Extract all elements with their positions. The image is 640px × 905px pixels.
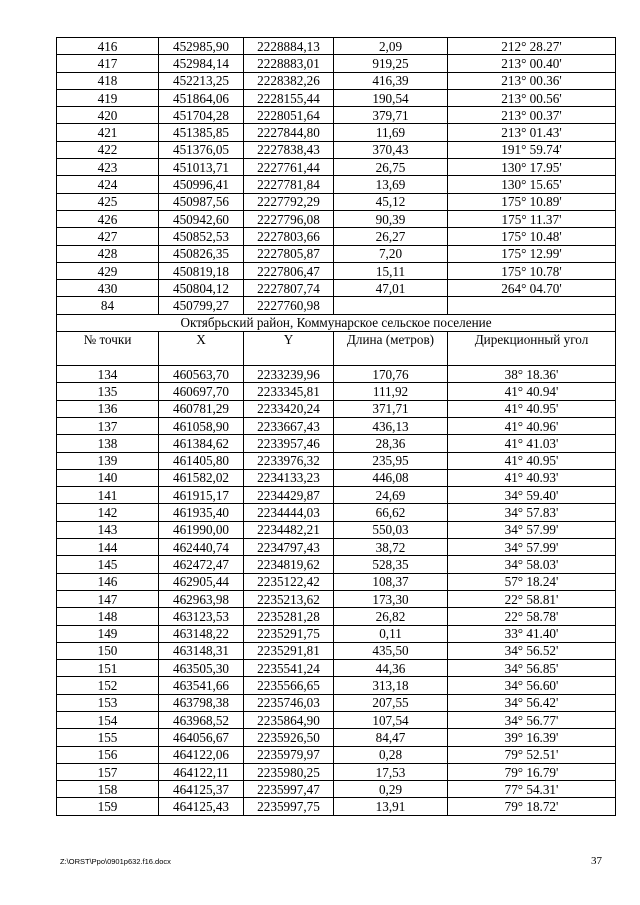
cell-x-coordinate: 460563,70 (159, 366, 244, 383)
cell-point-number: 157 (57, 763, 159, 780)
cell-x-coordinate: 462440,74 (159, 539, 244, 556)
cell-length: 550,03 (334, 521, 448, 538)
table-row (57, 262, 616, 279)
cell-y-coordinate: 2234429,87 (244, 487, 334, 504)
cell-length: 190,54 (334, 89, 448, 106)
cell-x-coordinate: 462963,98 (159, 590, 244, 607)
cell-bearing-angle: 22° 58.81' (448, 590, 616, 607)
cell-point-number: 424 (57, 176, 159, 193)
cell-length: 107,54 (334, 711, 448, 728)
cell-y-coordinate: 2233345,81 (244, 383, 334, 400)
cell-y-coordinate: 2227803,66 (244, 228, 334, 245)
cell-point-number: 427 (57, 228, 159, 245)
cell-point-number: 430 (57, 280, 159, 297)
cell-y-coordinate: 2233667,43 (244, 417, 334, 434)
cell-length: 24,69 (334, 487, 448, 504)
cell-x-coordinate: 450799,27 (159, 297, 244, 314)
section-title: Октябрьский район, Коммунарское сельское поселение (57, 314, 616, 331)
table-row (57, 417, 616, 434)
cell-point-number: 141 (57, 487, 159, 504)
cell-x-coordinate: 461384,62 (159, 435, 244, 452)
cell-y-coordinate: 2234444,03 (244, 504, 334, 521)
table-row (57, 210, 616, 227)
table-row (57, 694, 616, 711)
cell-x-coordinate: 451704,28 (159, 107, 244, 124)
cell-length: 170,76 (334, 366, 448, 383)
cell-bearing-angle: 213° 00.37' (448, 107, 616, 124)
cell-point-number: 136 (57, 400, 159, 417)
cell-y-coordinate: 2235979,97 (244, 746, 334, 763)
cell-length: 435,50 (334, 642, 448, 659)
cell-y-coordinate: 2233239,96 (244, 366, 334, 383)
cell-x-coordinate: 461935,40 (159, 504, 244, 521)
table-row (57, 400, 616, 417)
table-row (57, 469, 616, 486)
table-row (57, 556, 616, 573)
cell-bearing-angle: 34° 56.60' (448, 677, 616, 694)
cell-y-coordinate: 2227807,74 (244, 280, 334, 297)
cell-length: 371,71 (334, 400, 448, 417)
cell-y-coordinate: 2233420,24 (244, 400, 334, 417)
cell-bearing-angle: 77° 54.31' (448, 781, 616, 798)
cell-x-coordinate: 452985,90 (159, 38, 244, 55)
cell-length: 15,11 (334, 262, 448, 279)
cell-bearing-angle: 41° 40.95' (448, 452, 616, 469)
cell-bearing-angle: 34° 57.83' (448, 504, 616, 521)
table-row (57, 642, 616, 659)
cell-length: 26,75 (334, 159, 448, 176)
table-row (57, 573, 616, 590)
cell-length: 436,13 (334, 417, 448, 434)
cell-length: 0,11 (334, 625, 448, 642)
cell-y-coordinate: 2228883,01 (244, 55, 334, 72)
section-title-row (57, 314, 616, 331)
cell-x-coordinate: 450826,35 (159, 245, 244, 262)
cell-y-coordinate: 2235746,03 (244, 694, 334, 711)
cell-bearing-angle: 34° 56.42' (448, 694, 616, 711)
table-row (57, 159, 616, 176)
cell-point-number: 144 (57, 539, 159, 556)
cell-bearing-angle: 212° 28.27' (448, 38, 616, 55)
cell-length: 13,91 (334, 798, 448, 815)
cell-y-coordinate: 2227805,87 (244, 245, 334, 262)
cell-bearing-angle: 79° 18.72' (448, 798, 616, 815)
cell-point-number: 416 (57, 38, 159, 55)
table-row (57, 608, 616, 625)
cell-y-coordinate: 2235864,90 (244, 711, 334, 728)
cell-y-coordinate: 2227781,84 (244, 176, 334, 193)
cell-bearing-angle: 34° 56.52' (448, 642, 616, 659)
header-point: № точки (57, 332, 159, 366)
cell-bearing-angle: 79° 52.51' (448, 746, 616, 763)
header-angle: Дирекционный угол (448, 332, 616, 366)
cell-point-number: 159 (57, 798, 159, 815)
cell-length: 0,28 (334, 746, 448, 763)
cell-point-number: 418 (57, 72, 159, 89)
cell-bearing-angle: 130° 17.95' (448, 159, 616, 176)
cell-point-number: 423 (57, 159, 159, 176)
table-row (57, 625, 616, 642)
cell-point-number: 429 (57, 262, 159, 279)
cell-x-coordinate: 450987,56 (159, 193, 244, 210)
cell-bearing-angle: 39° 16.39' (448, 729, 616, 746)
cell-bearing-angle: 38° 18.36' (448, 366, 616, 383)
cell-x-coordinate: 451013,71 (159, 159, 244, 176)
cell-x-coordinate: 450996,41 (159, 176, 244, 193)
cell-y-coordinate: 2227838,43 (244, 141, 334, 158)
cell-point-number: 137 (57, 417, 159, 434)
cell-x-coordinate: 450819,18 (159, 262, 244, 279)
cell-length: 2,09 (334, 38, 448, 55)
cell-bearing-angle (448, 297, 616, 314)
cell-y-coordinate: 2235997,75 (244, 798, 334, 815)
table-row (57, 38, 616, 55)
cell-point-number: 146 (57, 573, 159, 590)
table-row (57, 228, 616, 245)
cell-y-coordinate: 2235541,24 (244, 660, 334, 677)
cell-length: 66,62 (334, 504, 448, 521)
cell-point-number: 140 (57, 469, 159, 486)
cell-y-coordinate: 2234133,23 (244, 469, 334, 486)
cell-length: 47,01 (334, 280, 448, 297)
table-row (57, 729, 616, 746)
cell-point-number: 150 (57, 642, 159, 659)
cell-length: 313,18 (334, 677, 448, 694)
cell-bearing-angle: 175° 12.99' (448, 245, 616, 262)
cell-y-coordinate: 2235291,75 (244, 625, 334, 642)
cell-y-coordinate: 2227760,98 (244, 297, 334, 314)
cell-bearing-angle: 264° 04.70' (448, 280, 616, 297)
cell-length: 28,36 (334, 435, 448, 452)
cell-length: 207,55 (334, 694, 448, 711)
cell-point-number: 84 (57, 297, 159, 314)
cell-x-coordinate: 464122,11 (159, 763, 244, 780)
table-row (57, 435, 616, 452)
cell-point-number: 417 (57, 55, 159, 72)
cell-bearing-angle: 213° 00.36' (448, 72, 616, 89)
cell-bearing-angle: 22° 58.78' (448, 608, 616, 625)
cell-bearing-angle: 34° 56.85' (448, 660, 616, 677)
cell-y-coordinate: 2234797,43 (244, 539, 334, 556)
cell-length: 235,95 (334, 452, 448, 469)
cell-x-coordinate: 451376,05 (159, 141, 244, 158)
table-row (57, 297, 616, 314)
cell-x-coordinate: 450942,60 (159, 210, 244, 227)
cell-y-coordinate: 2228382,26 (244, 72, 334, 89)
cell-length: 38,72 (334, 539, 448, 556)
cell-x-coordinate: 460697,70 (159, 383, 244, 400)
table-row (57, 245, 616, 262)
cell-bearing-angle: 213° 01.43' (448, 124, 616, 141)
cell-point-number: 152 (57, 677, 159, 694)
cell-length: 26,27 (334, 228, 448, 245)
table-row (57, 590, 616, 607)
cell-bearing-angle: 41° 40.96' (448, 417, 616, 434)
table-row (57, 521, 616, 538)
cell-bearing-angle: 34° 57.99' (448, 539, 616, 556)
cell-point-number: 143 (57, 521, 159, 538)
cell-bearing-angle: 34° 59.40' (448, 487, 616, 504)
cell-x-coordinate: 451385,85 (159, 124, 244, 141)
cell-point-number: 156 (57, 746, 159, 763)
table-row (57, 746, 616, 763)
table-body-previous-section (57, 38, 616, 315)
header-y: Y (244, 332, 334, 366)
cell-x-coordinate: 463968,52 (159, 711, 244, 728)
cell-length: 84,47 (334, 729, 448, 746)
cell-x-coordinate: 464056,67 (159, 729, 244, 746)
cell-point-number: 149 (57, 625, 159, 642)
cell-bearing-angle: 79° 16.79' (448, 763, 616, 780)
coordinates-table (56, 37, 616, 816)
cell-x-coordinate: 461405,80 (159, 452, 244, 469)
cell-x-coordinate: 450852,53 (159, 228, 244, 245)
table-row (57, 539, 616, 556)
table-row (57, 107, 616, 124)
cell-length: 7,20 (334, 245, 448, 262)
cell-point-number: 153 (57, 694, 159, 711)
cell-point-number: 148 (57, 608, 159, 625)
cell-y-coordinate: 2233976,32 (244, 452, 334, 469)
cell-bearing-angle: 34° 57.99' (448, 521, 616, 538)
cell-bearing-angle: 191° 59.74' (448, 141, 616, 158)
cell-x-coordinate: 464125,37 (159, 781, 244, 798)
table-row (57, 711, 616, 728)
cell-length: 11,69 (334, 124, 448, 141)
table-row (57, 55, 616, 72)
cell-bearing-angle: 175° 10.78' (448, 262, 616, 279)
cell-length: 528,35 (334, 556, 448, 573)
cell-point-number: 154 (57, 711, 159, 728)
cell-bearing-angle: 33° 41.40' (448, 625, 616, 642)
cell-y-coordinate: 2234819,62 (244, 556, 334, 573)
cell-y-coordinate: 2227761,44 (244, 159, 334, 176)
cell-bearing-angle: 41° 40.93' (448, 469, 616, 486)
cell-x-coordinate: 462472,47 (159, 556, 244, 573)
cell-y-coordinate: 2227806,47 (244, 262, 334, 279)
table-row (57, 504, 616, 521)
table-row (57, 763, 616, 780)
cell-point-number: 428 (57, 245, 159, 262)
cell-y-coordinate: 2227792,29 (244, 193, 334, 210)
cell-point-number: 145 (57, 556, 159, 573)
cell-point-number: 422 (57, 141, 159, 158)
table-row (57, 89, 616, 106)
cell-length: 26,82 (334, 608, 448, 625)
cell-bearing-angle: 213° 00.40' (448, 55, 616, 72)
cell-length: 45,12 (334, 193, 448, 210)
table-row (57, 452, 616, 469)
table-body-section (57, 366, 616, 816)
cell-x-coordinate: 463541,66 (159, 677, 244, 694)
cell-y-coordinate: 2228155,44 (244, 89, 334, 106)
table-row (57, 124, 616, 141)
cell-x-coordinate: 462905,44 (159, 573, 244, 590)
table-row (57, 280, 616, 297)
cell-bearing-angle: 34° 56.77' (448, 711, 616, 728)
cell-y-coordinate: 2235926,50 (244, 729, 334, 746)
cell-point-number: 158 (57, 781, 159, 798)
section-header (57, 314, 616, 365)
cell-length: 44,36 (334, 660, 448, 677)
cell-bearing-angle: 41° 41.03' (448, 435, 616, 452)
cell-length: 108,37 (334, 573, 448, 590)
table-row (57, 193, 616, 210)
cell-y-coordinate: 2235291,81 (244, 642, 334, 659)
cell-y-coordinate: 2235122,42 (244, 573, 334, 590)
cell-bearing-angle: 34° 58.03' (448, 556, 616, 573)
cell-point-number: 421 (57, 124, 159, 141)
footer-file-path: Z:\ORST\Ppo\0901p632.f16.docx (60, 857, 171, 866)
cell-point-number: 151 (57, 660, 159, 677)
table-row (57, 487, 616, 504)
cell-length: 13,69 (334, 176, 448, 193)
cell-x-coordinate: 464122,06 (159, 746, 244, 763)
cell-bearing-angle: 175° 10.48' (448, 228, 616, 245)
cell-x-coordinate: 463798,38 (159, 694, 244, 711)
cell-y-coordinate: 2234482,21 (244, 521, 334, 538)
cell-point-number: 134 (57, 366, 159, 383)
table-row (57, 798, 616, 815)
cell-x-coordinate: 461990,00 (159, 521, 244, 538)
cell-x-coordinate: 452984,14 (159, 55, 244, 72)
cell-length: 0,29 (334, 781, 448, 798)
table-row (57, 141, 616, 158)
cell-bearing-angle: 41° 40.94' (448, 383, 616, 400)
page-number: 37 (591, 855, 602, 867)
table-row (57, 72, 616, 89)
cell-length: 919,25 (334, 55, 448, 72)
cell-y-coordinate: 2235566,65 (244, 677, 334, 694)
column-header-row (57, 332, 616, 366)
cell-point-number: 425 (57, 193, 159, 210)
cell-bearing-angle: 213° 00.56' (448, 89, 616, 106)
cell-y-coordinate: 2235281,28 (244, 608, 334, 625)
cell-point-number: 138 (57, 435, 159, 452)
header-x: X (159, 332, 244, 366)
cell-x-coordinate: 461915,17 (159, 487, 244, 504)
table-row (57, 176, 616, 193)
cell-length: 416,39 (334, 72, 448, 89)
cell-bearing-angle: 130° 15.65' (448, 176, 616, 193)
cell-bearing-angle: 175° 10.89' (448, 193, 616, 210)
cell-length: 379,71 (334, 107, 448, 124)
cell-length: 111,92 (334, 383, 448, 400)
table-row (57, 383, 616, 400)
table-row (57, 660, 616, 677)
cell-y-coordinate: 2228051,64 (244, 107, 334, 124)
cell-x-coordinate: 452213,25 (159, 72, 244, 89)
cell-x-coordinate: 463148,22 (159, 625, 244, 642)
cell-bearing-angle: 175° 11.37' (448, 210, 616, 227)
cell-y-coordinate: 2227844,80 (244, 124, 334, 141)
cell-length: 446,08 (334, 469, 448, 486)
cell-x-coordinate: 463505,30 (159, 660, 244, 677)
cell-point-number: 142 (57, 504, 159, 521)
cell-point-number: 147 (57, 590, 159, 607)
table-row (57, 677, 616, 694)
cell-y-coordinate: 2235997,47 (244, 781, 334, 798)
cell-x-coordinate: 463123,53 (159, 608, 244, 625)
cell-y-coordinate: 2227796,08 (244, 210, 334, 227)
table-row (57, 781, 616, 798)
cell-x-coordinate: 450804,12 (159, 280, 244, 297)
cell-point-number: 420 (57, 107, 159, 124)
cell-point-number: 155 (57, 729, 159, 746)
cell-x-coordinate: 451864,06 (159, 89, 244, 106)
cell-point-number: 139 (57, 452, 159, 469)
cell-point-number: 135 (57, 383, 159, 400)
cell-x-coordinate: 464125,43 (159, 798, 244, 815)
cell-x-coordinate: 461582,02 (159, 469, 244, 486)
cell-length: 90,39 (334, 210, 448, 227)
header-length: Длина (метров) (334, 332, 448, 366)
cell-point-number: 419 (57, 89, 159, 106)
cell-x-coordinate: 463148,31 (159, 642, 244, 659)
cell-length (334, 297, 448, 314)
cell-y-coordinate: 2228884,13 (244, 38, 334, 55)
cell-x-coordinate: 460781,29 (159, 400, 244, 417)
cell-point-number: 426 (57, 210, 159, 227)
cell-length: 370,43 (334, 141, 448, 158)
cell-y-coordinate: 2233957,46 (244, 435, 334, 452)
cell-x-coordinate: 461058,90 (159, 417, 244, 434)
cell-bearing-angle: 41° 40.95' (448, 400, 616, 417)
cell-length: 17,53 (334, 763, 448, 780)
cell-y-coordinate: 2235980,25 (244, 763, 334, 780)
cell-y-coordinate: 2235213,62 (244, 590, 334, 607)
table-row (57, 366, 616, 383)
cell-bearing-angle: 57° 18.24' (448, 573, 616, 590)
cell-length: 173,30 (334, 590, 448, 607)
